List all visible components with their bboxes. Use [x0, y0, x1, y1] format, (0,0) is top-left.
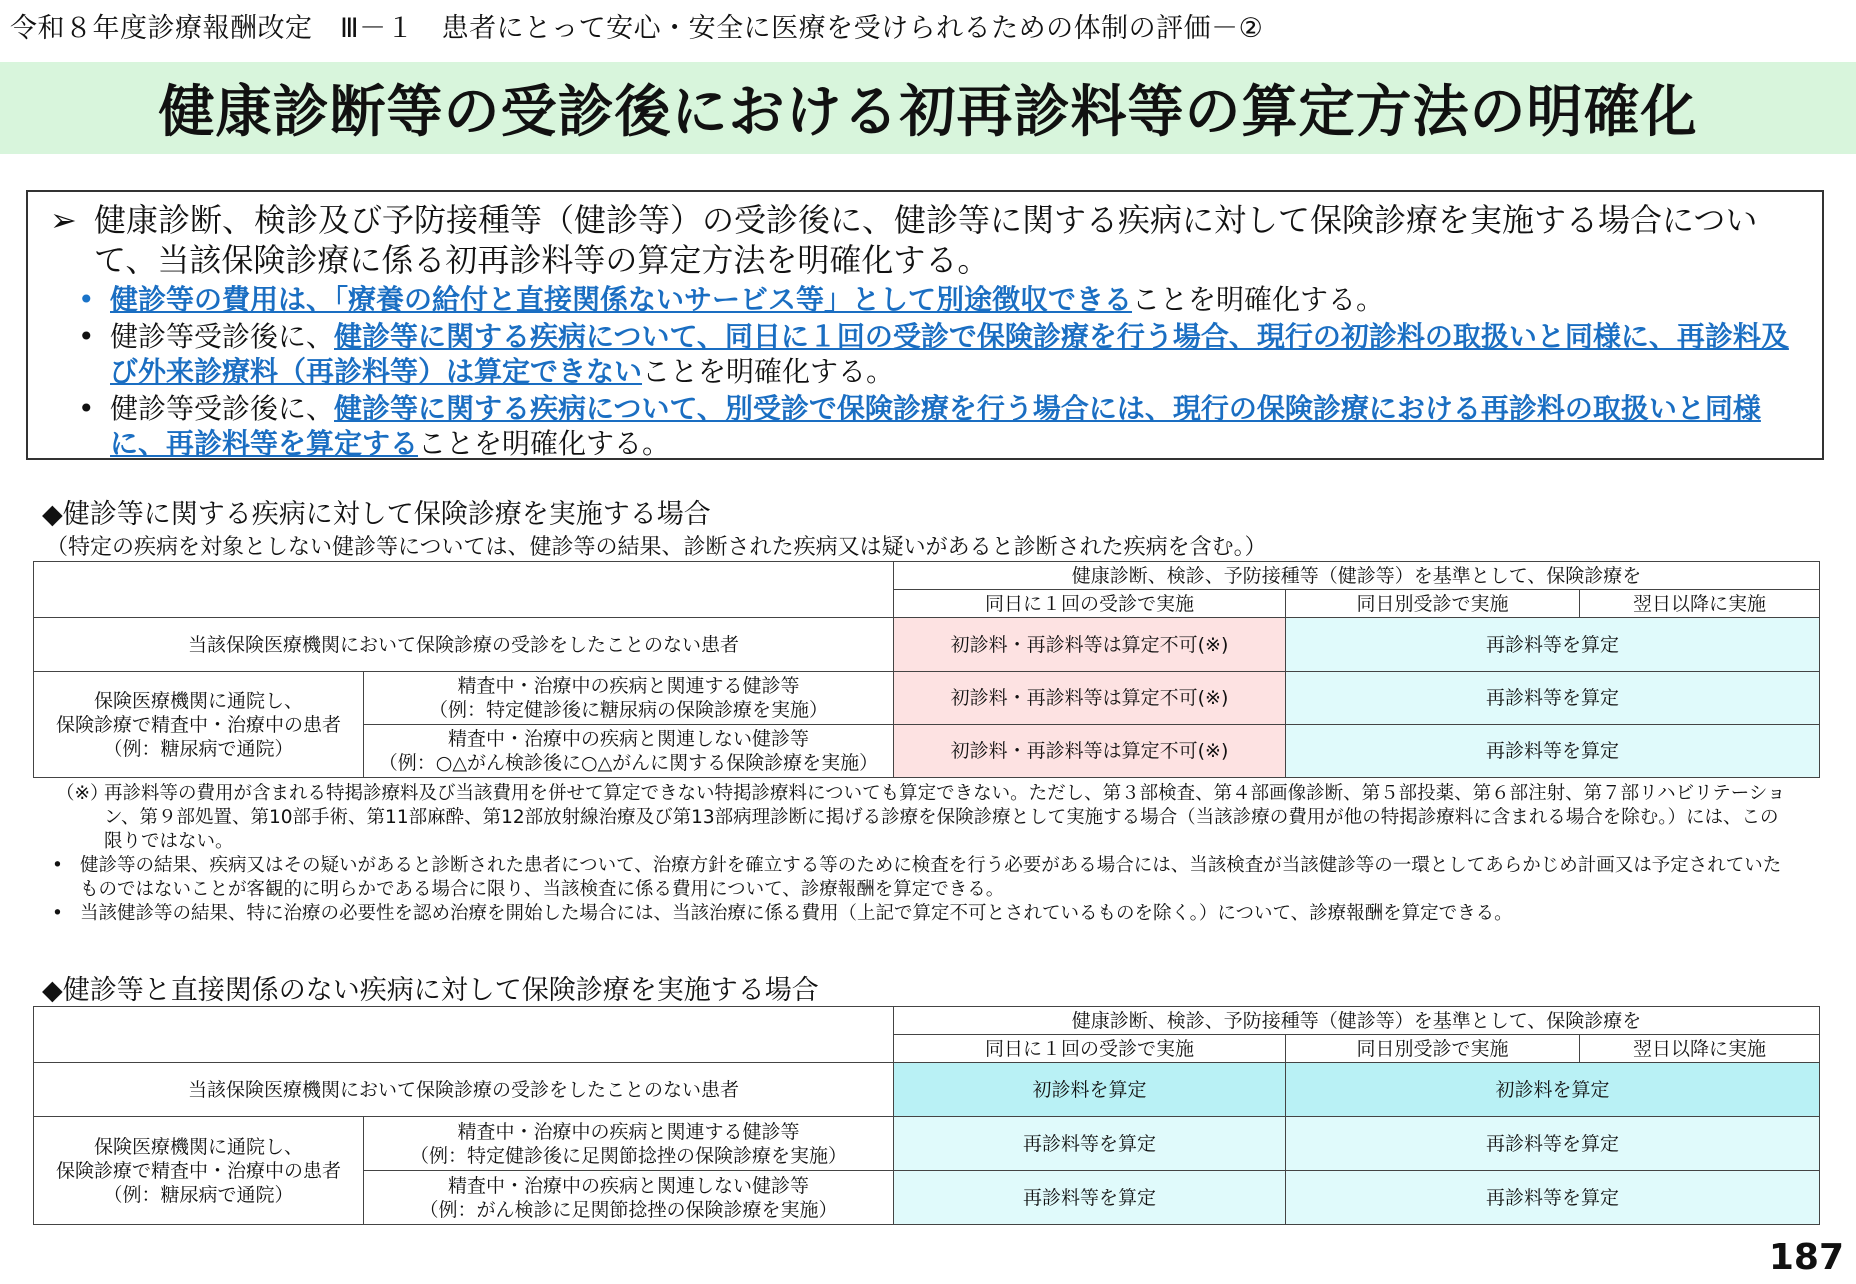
note-text: 当該健診等の結果、特に治療の必要性を認め治療を開始した場合には、当該治療に係る費用（上記で算定不可とされているものを除く。）について、診療報酬を算定できる。 [80, 903, 1513, 924]
row-label-line: 精査中・治療中の疾病と関連しない健診等 [447, 1174, 809, 1197]
section2-heading: ◆健診等と直接関係のない疾病に対して保険診療を実施する場合 [42, 975, 819, 1006]
summary-item-post: ことを明確化する。 [1132, 283, 1385, 316]
bullet-icon: • [78, 392, 95, 425]
breadcrumb: 令和８年度診療報酬改定 Ⅲ－１ 患者にとって安心・安全に医療を受けられるための体制の評価－② [10, 13, 1264, 44]
cell-other-days: 再診料等を算定 [1286, 1171, 1820, 1225]
cell-same-day: 初診料・再診料等は算定不可(※) [894, 672, 1286, 725]
title-band [0, 62, 1856, 154]
table-corner-cell [34, 562, 894, 618]
notes [52, 782, 1796, 926]
col-header-same-day-separate: 同日別受診で実施 [1286, 590, 1580, 618]
note-text: 再診料等の費用が含まれる特掲診療料及び当該費用を併せて算定できない特掲診療料についても算定できない。ただし、第３部検査、第４部画像診断、第５部投薬、第６部注射、第７部リハビリテーション、第９部処置、第10部手術、第11部麻酔、第12部放射線治療及び第13部病理診断に掲げる診療を保険診療として実施する場合（当該診療の費用が他の特掲診療料に含まれる場合を除む。）には、この限りではない。 [104, 783, 1786, 852]
summary-item-post: ことを明確化する。 [418, 427, 671, 460]
row-label-new-patient: 当該保険医療機関において保険診療の受診をしたことのない患者 [34, 618, 894, 672]
summary-item [50, 282, 1806, 317]
summary-lead [50, 200, 1806, 280]
cell-other-days: 再診料等を算定 [1286, 618, 1820, 672]
note-item [52, 854, 1796, 902]
table-corner-cell [34, 1007, 894, 1063]
row-label-line: （例：○△がん検診後に○△がんに関する保険診療を実施） [378, 752, 879, 774]
page-title: 健康診断等の受診後における初再診料等の算定方法の明確化 [158, 80, 1698, 145]
table-header-top: 健康診断、検診、予防接種等（健診等）を基準として、保険診療を [894, 1007, 1820, 1035]
row-group-label [34, 672, 364, 778]
row-label-related [364, 672, 894, 725]
row-label-line: 精査中・治療中の疾病と関連しない健診等 [447, 728, 809, 750]
note-text: 健診等の結果、疾病又はその疑いがあると診断された患者について、治療方針を確立する等のために検査を行う必要がある場合には、当該検査が当該健診等の一環としてあらかじめ計画又は予定されていたものではないことが客観的に明らかである場合に限り、当該検査に係る費用について、診療報酬を算定できる。 [80, 855, 1782, 900]
section1-note: （特定の疾病を対象としない健診等については、健診等の結果、診断された疾病又は疑いがあると診断された疾病を含む。） [46, 535, 1267, 560]
bullet-icon: • [52, 855, 63, 876]
row-label-line: 精査中・治療中の疾病と関連する健診等 [457, 1120, 800, 1143]
section2-table [33, 1006, 1820, 1225]
summary-lead-text: 健康診断、検診及び予防接種等（健診等）の受診後に、健診等に関する疾病に対して保険診療を実施する場合について、当該保険診療に係る初再診料等の算定方法を明確化する。 [94, 201, 1758, 279]
summary-box [26, 190, 1824, 460]
row-group-label-line: 保険診療で精査中・治療中の患者 [55, 713, 341, 736]
row-label-unrelated [364, 725, 894, 778]
row-group-label [34, 1117, 364, 1225]
col-header-same-day: 同日に１回の受診で実施 [894, 590, 1286, 618]
row-label-new-patient: 当該保険医療機関において保険診療の受診をしたことのない患者 [34, 1063, 894, 1117]
col-header-same-day: 同日に１回の受診で実施 [894, 1035, 1286, 1063]
row-label-line: （例：特定健診後に足関節捻挫の保険診療を実施） [409, 1144, 847, 1167]
summary-item-emphasis: 健診等の費用は、「療養の給付と直接関係ないサービス等」として別途徴収できる [110, 283, 1133, 316]
col-header-same-day-separate: 同日別受診で実施 [1286, 1035, 1580, 1063]
row-group-label-line: 保険医療機関に通院し、 [93, 1135, 303, 1158]
row-group-label-line: （例：糖尿病で通院） [103, 1183, 294, 1206]
cell-other-days: 再診料等を算定 [1286, 1117, 1820, 1171]
col-header-next-day: 翌日以降に実施 [1580, 590, 1820, 618]
row-group-label-line: 保険医療機関に通院し、 [93, 689, 303, 712]
bullet-icon: • [78, 283, 95, 316]
arrow-bullet-icon: ➢ [50, 201, 77, 239]
row-group-label-line: 保険診療で精査中・治療中の患者 [55, 1159, 341, 1182]
bullet-icon: • [52, 903, 63, 924]
section1-table [33, 561, 1820, 778]
summary-item [50, 319, 1806, 389]
cell-same-day: 初診料・再診料等は算定不可(※) [894, 618, 1286, 672]
cell-same-day: 再診料等を算定 [894, 1171, 1286, 1225]
col-header-next-day: 翌日以降に実施 [1580, 1035, 1820, 1063]
summary-item-post: ことを明確化する。 [642, 355, 895, 388]
cell-other-days: 初診料を算定 [1286, 1063, 1820, 1117]
page-number: 187 [1768, 1237, 1844, 1278]
summary-item-pre: 健診等受診後に、 [110, 392, 335, 425]
note-item [52, 902, 1796, 926]
row-label-related [364, 1117, 894, 1171]
summary-item [50, 391, 1806, 461]
row-label-line: （例：がん検診に足関節捻挫の保険診療を実施） [419, 1198, 838, 1221]
cell-same-day: 初診料を算定 [894, 1063, 1286, 1117]
summary-item-emphasis: 健診等に関する疾病について、同日に１回の受診で保険診療を行う場合、現行の初診料の取扱いと同様に、再診料及び外来診療料（再診料等）は算定できない [110, 320, 1789, 388]
table-header-top: 健康診断、検診、予防接種等（健診等）を基準として、保険診療を [894, 562, 1820, 590]
row-label-unrelated [364, 1171, 894, 1225]
note-asterisk-mark: （※） [56, 783, 109, 804]
row-label-line: 精査中・治療中の疾病と関連する健診等 [457, 675, 800, 697]
cell-same-day: 初診料・再診料等は算定不可(※) [894, 725, 1286, 778]
summary-item-pre: 健診等受診後に、 [110, 320, 335, 353]
summary-item-emphasis: 健診等に関する疾病について、別受診で保険診療を行う場合には、現行の保険診療における再診料の取扱いと同様に、再診料等を算定する [110, 392, 1761, 460]
cell-same-day: 再診料等を算定 [894, 1117, 1286, 1171]
row-group-label-line: （例：糖尿病で通院） [103, 737, 294, 760]
section1-heading: ◆健診等に関する疾病に対して保険診療を実施する場合 [42, 499, 711, 530]
cell-other-days: 再診料等を算定 [1286, 725, 1820, 778]
cell-other-days: 再診料等を算定 [1286, 672, 1820, 725]
row-label-line: （例：特定健診後に糖尿病の保険診療を実施） [428, 699, 828, 721]
note-asterisk [56, 782, 1796, 854]
bullet-icon: • [78, 320, 95, 353]
